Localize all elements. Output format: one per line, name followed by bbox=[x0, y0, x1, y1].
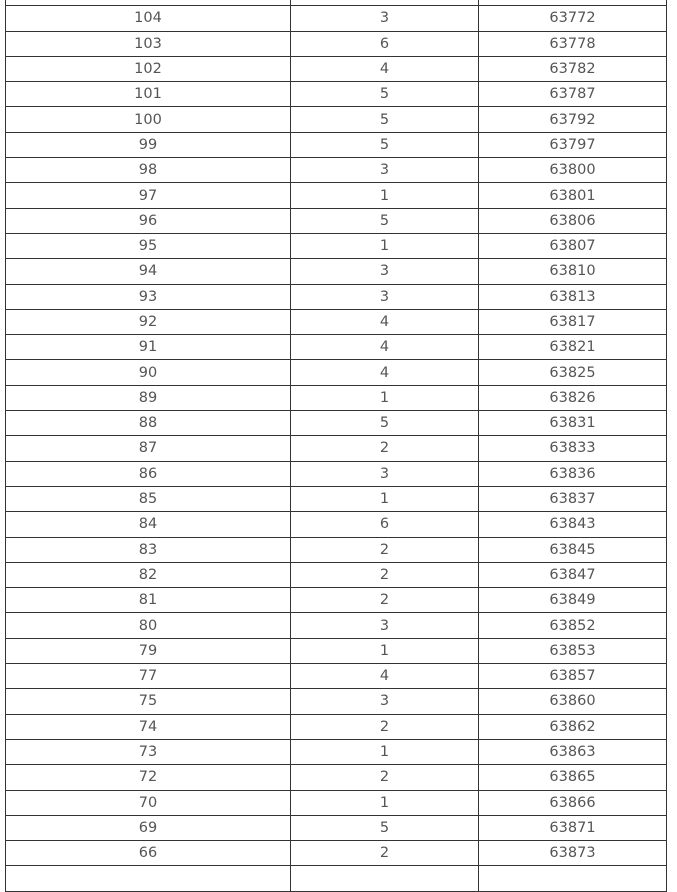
score-cell: 81 bbox=[6, 588, 291, 613]
cumulative-cell: 63871 bbox=[479, 815, 667, 840]
score-cell: 98 bbox=[6, 158, 291, 183]
cumulative-cell: 63852 bbox=[479, 613, 667, 638]
cumulative-cell: 63825 bbox=[479, 360, 667, 385]
table-row bbox=[6, 790, 667, 815]
count-cell: 3 bbox=[291, 6, 479, 31]
cumulative-cell: 63810 bbox=[479, 259, 667, 284]
score-cell: 73 bbox=[6, 739, 291, 764]
cumulative-cell: 63831 bbox=[479, 411, 667, 436]
cumulative-cell: 63849 bbox=[479, 588, 667, 613]
count-cell: 6 bbox=[291, 31, 479, 56]
score-cell: 91 bbox=[6, 335, 291, 360]
score-cell: 90 bbox=[6, 360, 291, 385]
count-cell: 2 bbox=[291, 841, 479, 866]
score-cell: 70 bbox=[6, 790, 291, 815]
table-cell bbox=[479, 866, 667, 891]
count-cell: 2 bbox=[291, 714, 479, 739]
score-cell: 99 bbox=[6, 132, 291, 157]
table-row bbox=[6, 512, 667, 537]
cumulative-cell: 63857 bbox=[479, 664, 667, 689]
table-row bbox=[6, 537, 667, 562]
cumulative-cell: 63837 bbox=[479, 486, 667, 511]
cumulative-cell: 63853 bbox=[479, 638, 667, 663]
score-cell: 77 bbox=[6, 664, 291, 689]
count-cell: 5 bbox=[291, 107, 479, 132]
table-row bbox=[6, 31, 667, 56]
count-cell: 4 bbox=[291, 360, 479, 385]
score-cell: 97 bbox=[6, 183, 291, 208]
count-cell: 1 bbox=[291, 233, 479, 258]
cumulative-cell: 63807 bbox=[479, 233, 667, 258]
table-row bbox=[6, 107, 667, 132]
cumulative-cell: 63866 bbox=[479, 790, 667, 815]
score-cell: 104 bbox=[6, 6, 291, 31]
table-row bbox=[6, 714, 667, 739]
cumulative-cell: 63860 bbox=[479, 689, 667, 714]
count-cell: 3 bbox=[291, 158, 479, 183]
table-cell bbox=[291, 866, 479, 891]
count-cell: 4 bbox=[291, 56, 479, 81]
table-row bbox=[6, 309, 667, 334]
score-cell: 82 bbox=[6, 562, 291, 587]
count-cell: 4 bbox=[291, 309, 479, 334]
cumulative-cell: 63772 bbox=[479, 6, 667, 31]
count-cell: 2 bbox=[291, 436, 479, 461]
count-cell: 1 bbox=[291, 486, 479, 511]
score-cell: 101 bbox=[6, 82, 291, 107]
score-cell: 75 bbox=[6, 689, 291, 714]
count-cell: 1 bbox=[291, 183, 479, 208]
table-row bbox=[6, 562, 667, 587]
table-row bbox=[6, 82, 667, 107]
table-row bbox=[6, 385, 667, 410]
cumulative-cell: 63826 bbox=[479, 385, 667, 410]
score-cell: 80 bbox=[6, 613, 291, 638]
table-row bbox=[6, 739, 667, 764]
table-row bbox=[6, 233, 667, 258]
cumulative-cell: 63863 bbox=[479, 739, 667, 764]
table-row bbox=[6, 461, 667, 486]
count-cell: 5 bbox=[291, 815, 479, 840]
table-row bbox=[6, 815, 667, 840]
table-cell bbox=[6, 866, 291, 891]
table-row bbox=[6, 588, 667, 613]
score-cell: 69 bbox=[6, 815, 291, 840]
table-row bbox=[6, 664, 667, 689]
cumulative-cell: 63797 bbox=[479, 132, 667, 157]
count-cell: 4 bbox=[291, 664, 479, 689]
cumulative-cell: 63813 bbox=[479, 284, 667, 309]
cumulative-cell: 63800 bbox=[479, 158, 667, 183]
count-cell: 1 bbox=[291, 638, 479, 663]
table-row bbox=[6, 158, 667, 183]
cumulative-cell: 63862 bbox=[479, 714, 667, 739]
score-cell: 86 bbox=[6, 461, 291, 486]
score-table bbox=[5, 0, 667, 892]
score-cell: 93 bbox=[6, 284, 291, 309]
table-row bbox=[6, 183, 667, 208]
count-cell: 3 bbox=[291, 284, 479, 309]
cumulative-cell: 63833 bbox=[479, 436, 667, 461]
count-cell: 2 bbox=[291, 765, 479, 790]
table-row bbox=[6, 6, 667, 31]
count-cell: 3 bbox=[291, 461, 479, 486]
cumulative-cell: 63817 bbox=[479, 309, 667, 334]
count-cell: 4 bbox=[291, 335, 479, 360]
count-cell: 5 bbox=[291, 132, 479, 157]
count-cell: 2 bbox=[291, 537, 479, 562]
score-cell: 79 bbox=[6, 638, 291, 663]
count-cell: 5 bbox=[291, 208, 479, 233]
score-cell: 66 bbox=[6, 841, 291, 866]
score-cell: 88 bbox=[6, 411, 291, 436]
table-row bbox=[6, 360, 667, 385]
count-cell: 3 bbox=[291, 689, 479, 714]
cumulative-cell: 63787 bbox=[479, 82, 667, 107]
table-row bbox=[6, 486, 667, 511]
count-cell: 1 bbox=[291, 790, 479, 815]
table-row bbox=[6, 841, 667, 866]
cumulative-cell: 63873 bbox=[479, 841, 667, 866]
score-cell: 96 bbox=[6, 208, 291, 233]
table-row bbox=[6, 436, 667, 461]
score-cell: 85 bbox=[6, 486, 291, 511]
table-body bbox=[6, 0, 667, 891]
count-cell: 6 bbox=[291, 512, 479, 537]
table-row bbox=[6, 765, 667, 790]
count-cell: 3 bbox=[291, 259, 479, 284]
cumulative-cell: 63782 bbox=[479, 56, 667, 81]
count-cell: 2 bbox=[291, 562, 479, 587]
score-cell: 100 bbox=[6, 107, 291, 132]
score-cell: 89 bbox=[6, 385, 291, 410]
count-cell: 5 bbox=[291, 82, 479, 107]
table-row bbox=[6, 284, 667, 309]
table-row bbox=[6, 335, 667, 360]
score-cell: 103 bbox=[6, 31, 291, 56]
table-row bbox=[6, 132, 667, 157]
cumulative-cell: 63778 bbox=[479, 31, 667, 56]
cumulative-cell: 63792 bbox=[479, 107, 667, 132]
table-row bbox=[6, 259, 667, 284]
table-row bbox=[6, 411, 667, 436]
score-cell: 83 bbox=[6, 537, 291, 562]
score-cell: 72 bbox=[6, 765, 291, 790]
table-row bbox=[6, 208, 667, 233]
cumulative-cell: 63843 bbox=[479, 512, 667, 537]
cumulative-cell: 63847 bbox=[479, 562, 667, 587]
table-row bbox=[6, 689, 667, 714]
table-row-partial-bottom bbox=[6, 866, 667, 891]
score-cell: 74 bbox=[6, 714, 291, 739]
count-cell: 1 bbox=[291, 385, 479, 410]
cumulative-cell: 63821 bbox=[479, 335, 667, 360]
table-row bbox=[6, 56, 667, 81]
table-row bbox=[6, 613, 667, 638]
score-cell: 92 bbox=[6, 309, 291, 334]
count-cell: 2 bbox=[291, 588, 479, 613]
cumulative-cell: 63836 bbox=[479, 461, 667, 486]
cumulative-cell: 63806 bbox=[479, 208, 667, 233]
count-cell: 3 bbox=[291, 613, 479, 638]
count-cell: 5 bbox=[291, 411, 479, 436]
count-cell: 1 bbox=[291, 739, 479, 764]
table-row bbox=[6, 638, 667, 663]
score-cell: 102 bbox=[6, 56, 291, 81]
cumulative-cell: 63865 bbox=[479, 765, 667, 790]
score-cell: 94 bbox=[6, 259, 291, 284]
score-cell: 95 bbox=[6, 233, 291, 258]
cumulative-cell: 63845 bbox=[479, 537, 667, 562]
score-cell: 87 bbox=[6, 436, 291, 461]
score-cell: 84 bbox=[6, 512, 291, 537]
cumulative-cell: 63801 bbox=[479, 183, 667, 208]
